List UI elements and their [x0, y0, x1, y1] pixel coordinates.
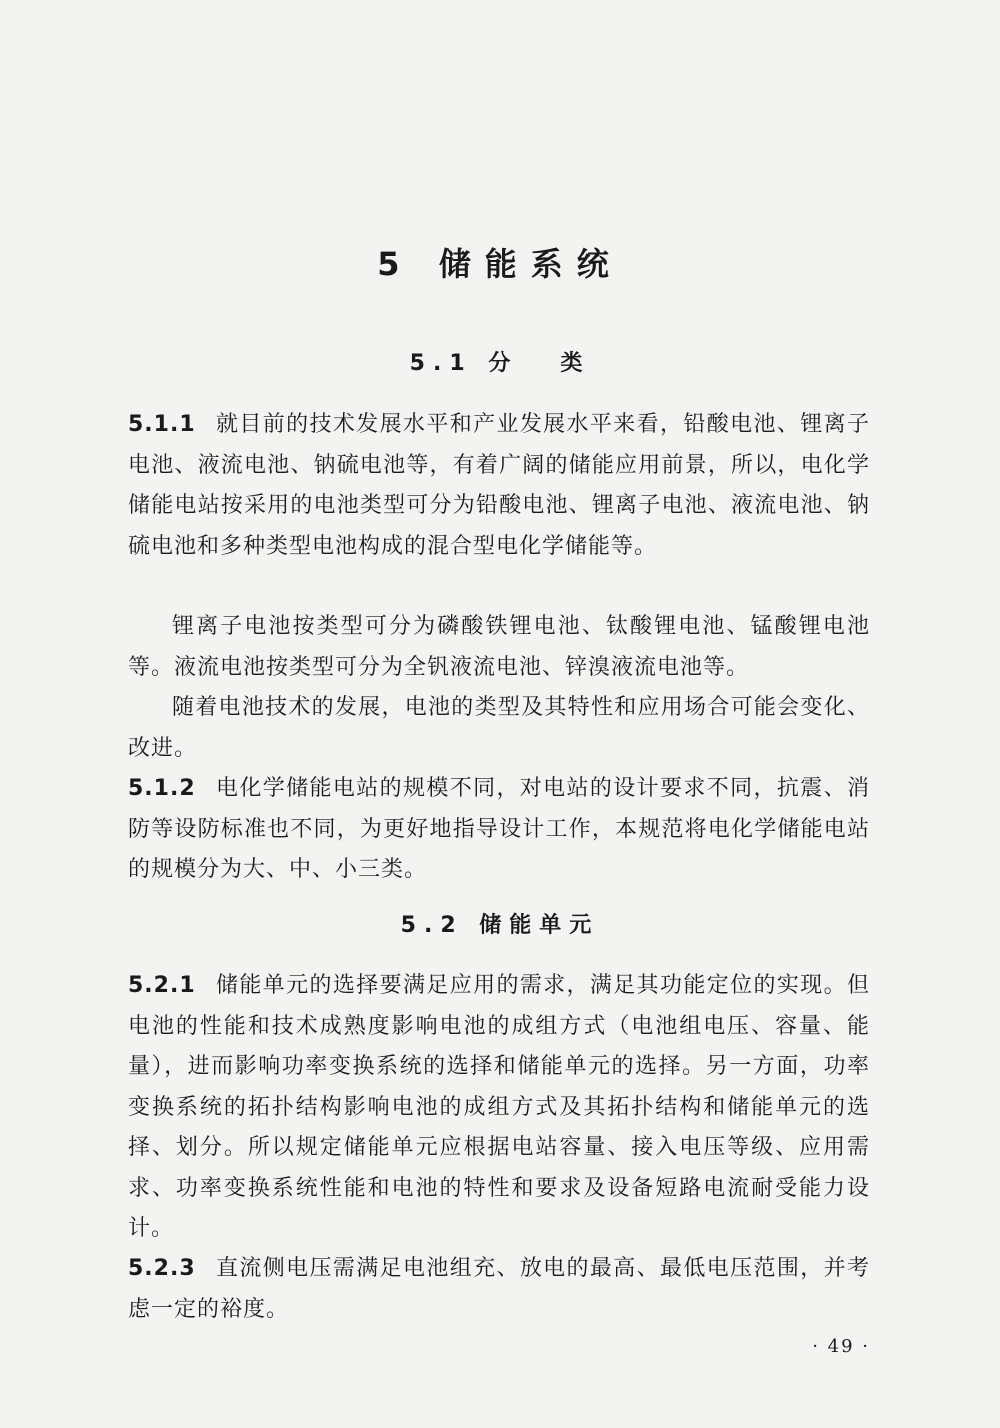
clause-text: 储能单元的选择要满足应用的需求，满足其功能定位的实现。但电池的性能和技术成熟度影响电池的成组方式（电池组电压、容量、能量），进而影响功率变换系统的选择和储能单元的选择。另一方面，功率变换系统的拓扑结构影响电池的成组方式及其拓扑结构和储能单元的选择、划分。所以规定储能单元应根据电站容量、接入电压等级、应用需求、功率变换系统性能和电池的特性和要求及设备短路电流耐受能力设计。	[128, 973, 870, 1241]
clause-text: 就目前的技术发展水平和产业发展水平来看，铅酸电池、锂离子电池、液流电池、钠硫电池等，有着广阔的储能应用前景，所以，电化学储能电站按采用的电池类型可分为铅酸电池、锂离子电池、液流电池、钠硫电池和多种类型电池构成的混合型电化学储能等。	[128, 412, 870, 559]
clause-number: 5.2.1	[128, 973, 196, 998]
section-heading-5-1	[0, 346, 1000, 382]
section-heading-5-2: 5.2 储能单元	[400, 913, 600, 938]
clause-text: 直流侧电压需满足电池组充、放电的最高、最低电压范围，并考虑一定的裕度。	[128, 1256, 870, 1322]
chapter-title: 5 储能系统	[377, 245, 623, 283]
clause-5-1-1	[128, 405, 870, 567]
clause-number: 5.2.3	[128, 1256, 196, 1281]
clause-number: 5.1.2	[128, 776, 196, 801]
clause-5-2-3	[128, 1249, 870, 1330]
clause-text: 电化学储能电站的规模不同，对电站的设计要求不同，抗震、消防等设防标准也不同，为更好地指导设计工作，本规范将电化学储能电站的规模分为大、中、小三类。	[128, 776, 870, 882]
clause-number: 5.1.1	[128, 412, 196, 437]
clause-5-2-1	[128, 966, 870, 1250]
page-number: · 49 ·	[812, 1336, 870, 1357]
section-heading-word-1: 分	[488, 351, 519, 376]
clause-5-1-1-paragraph-3: 随着电池技术的发展，电池的类型及其特性和应用场合可能会变化、改进。	[128, 695, 870, 761]
clause-5-1-1-paragraph-2: 锂离子电池按类型可分为磷酸铁锂电池、钛酸锂电池、锰酸锂电池等。液流电池按类型可分为全钒液流电池、锌溴液流电池等。	[128, 614, 870, 680]
section-number: 5.1	[409, 351, 473, 376]
clause-5-1-2	[128, 769, 870, 891]
section-heading-word-2: 类	[560, 351, 591, 376]
